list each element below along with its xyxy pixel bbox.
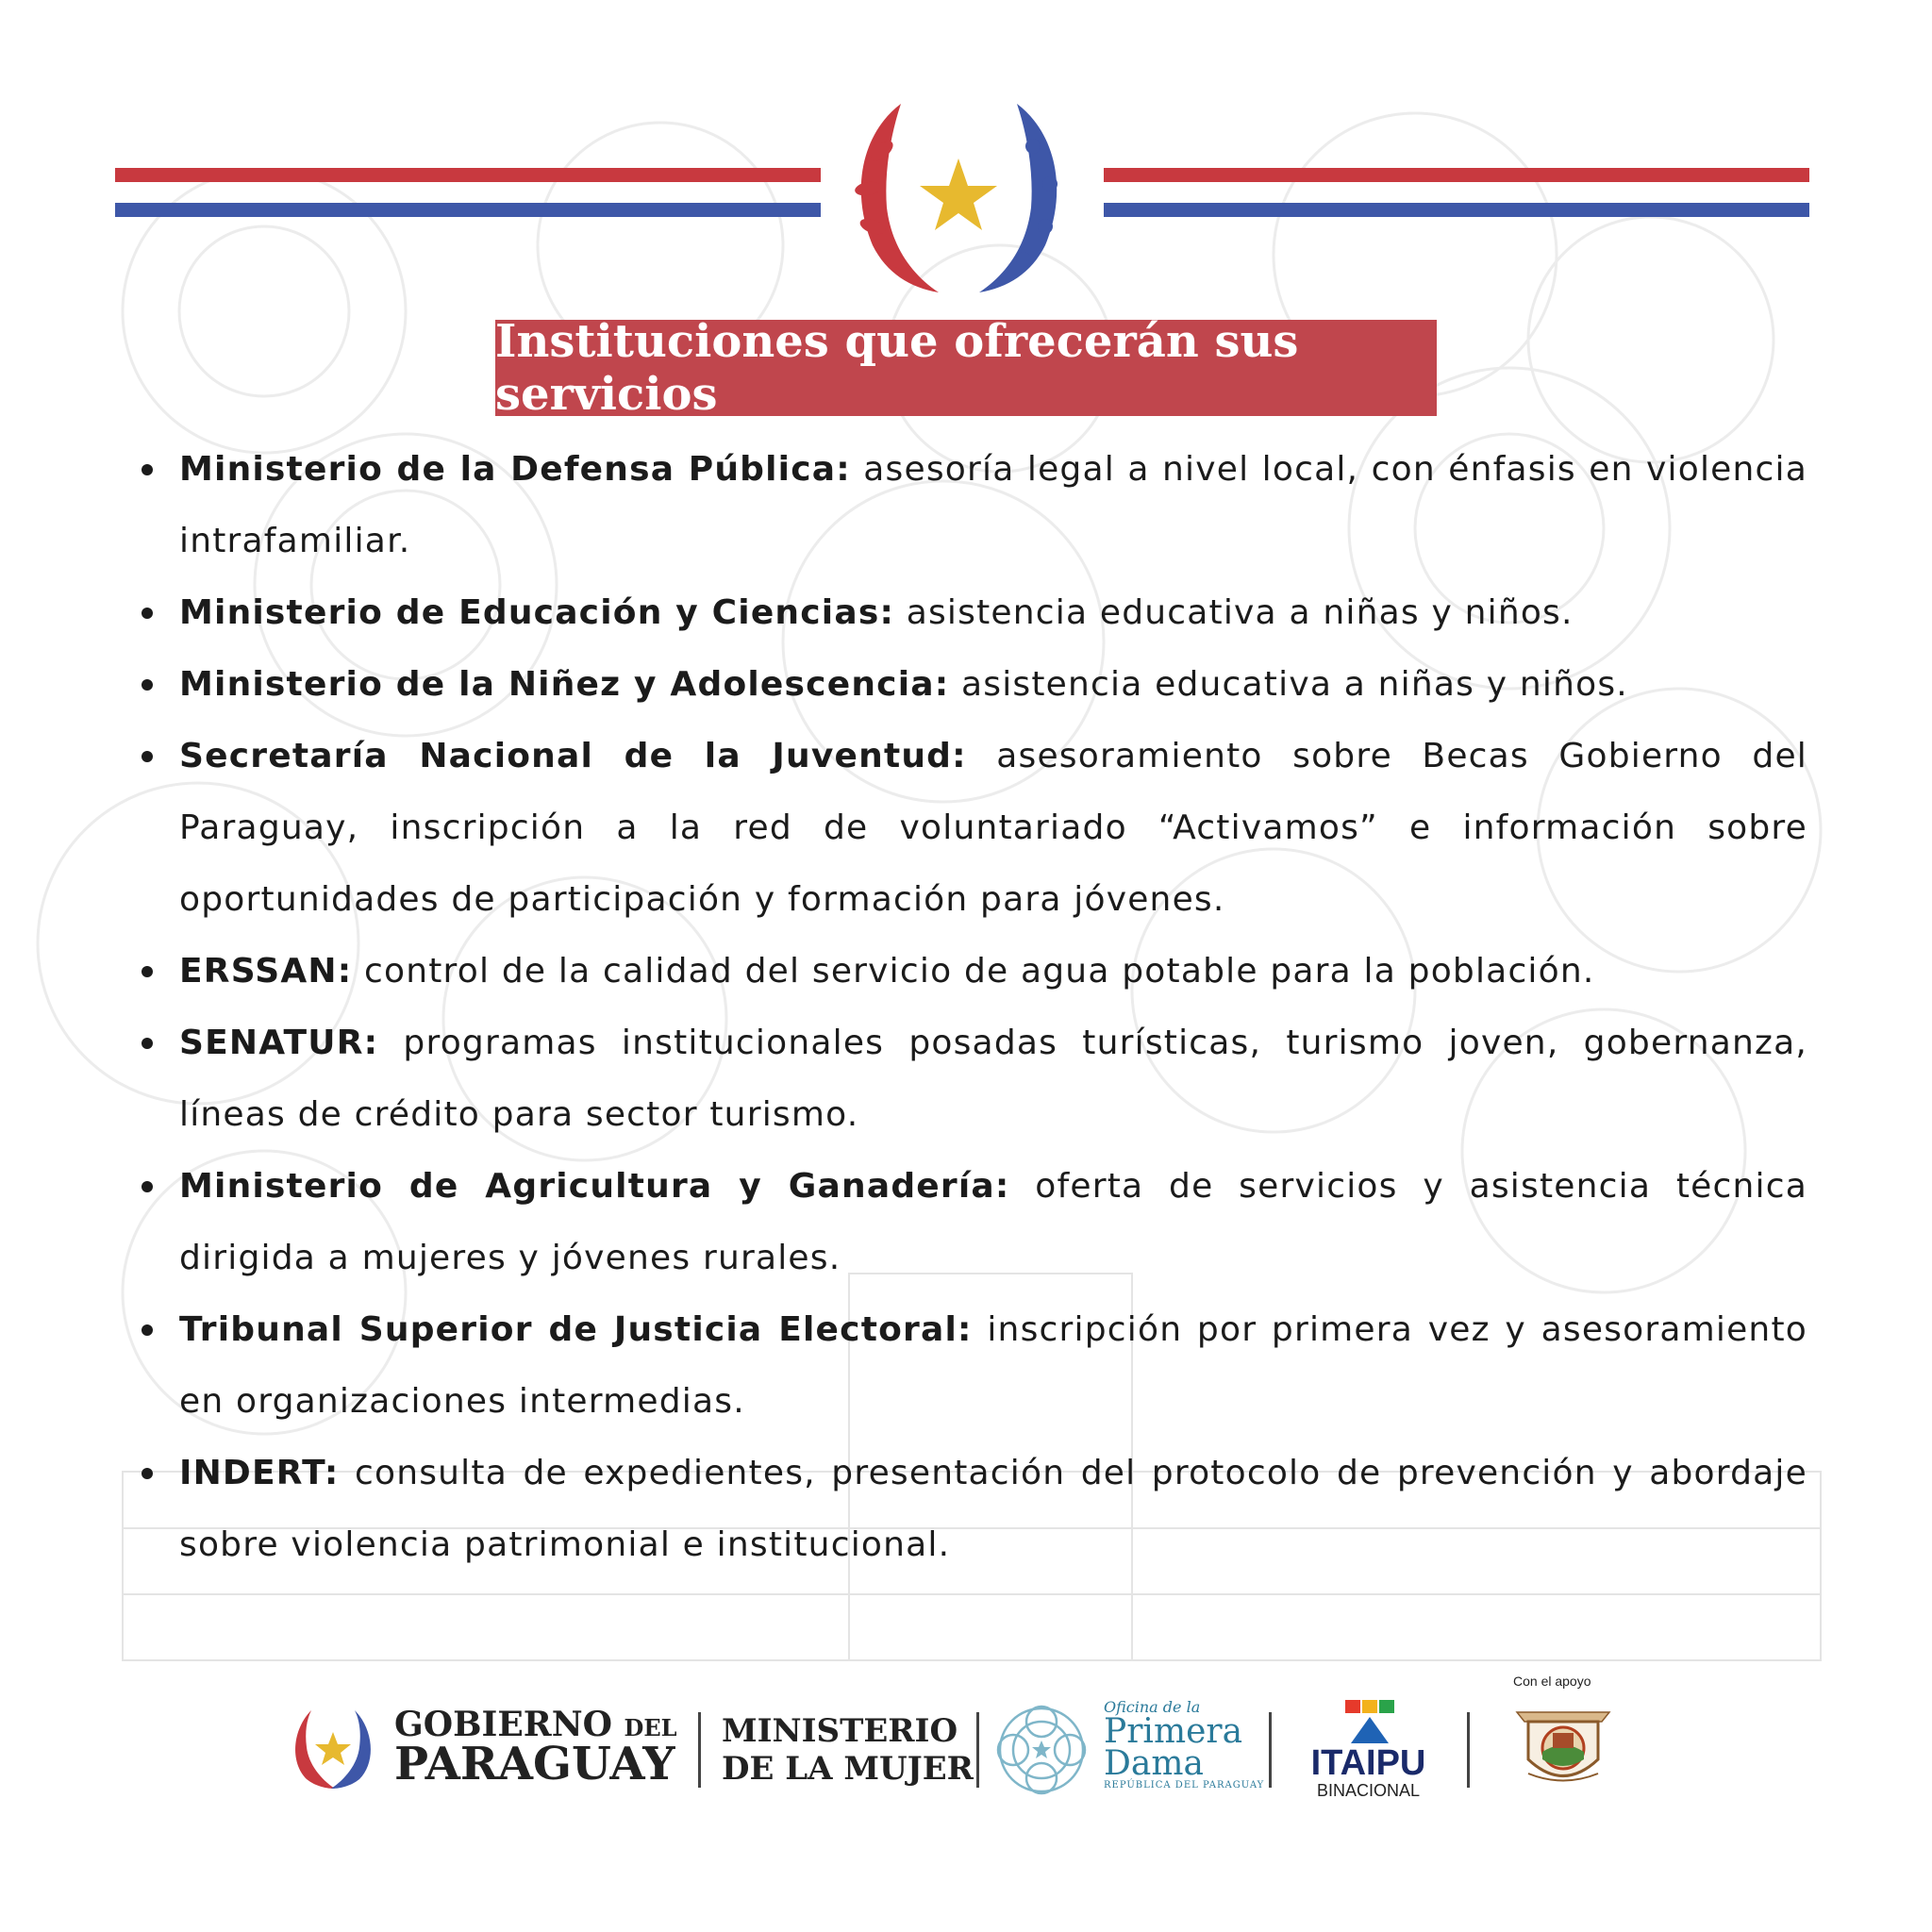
apoyo-label: Con el apoyo [1513, 1674, 1591, 1689]
service-description: control de la calidad del servicio de agua potable para la población. [352, 952, 1595, 991]
list-item [140, 1438, 1807, 1581]
logo-divider [1467, 1712, 1470, 1788]
service-description: asistencia educativa a niñas y niños. [949, 665, 1628, 704]
flag-stripe-blue-right [1104, 203, 1809, 217]
ministerio-mujer-logo [722, 1712, 974, 1788]
list-item [140, 936, 1807, 1008]
list-item [140, 577, 1807, 649]
section-title: Instituciones que ofrecerán sus servicios [495, 320, 1437, 416]
list-item [140, 1151, 1807, 1294]
logo-divider [976, 1712, 979, 1788]
logo-divider [698, 1712, 701, 1788]
flag-stripe-red-right [1104, 168, 1809, 182]
institution-name: Ministerio de la Defensa Pública: [179, 450, 851, 489]
mujer-line1: MINISTERIO [722, 1712, 958, 1750]
logo-divider [1269, 1712, 1272, 1788]
services-list [140, 434, 1807, 1581]
service-description: consulta de expedientes, presentación del protocolo de prevención y abordaje sobre violencia patrimonial e institucional. [179, 1454, 1807, 1564]
list-item [140, 721, 1807, 936]
gobierno-line1: GOBIERNO [394, 1705, 612, 1744]
primera-small: Oficina de la [1104, 1698, 1201, 1716]
national-emblem-icon [844, 94, 1074, 297]
list-item [140, 1008, 1807, 1151]
itaipu-name: ITAIPU [1310, 1743, 1426, 1783]
service-description: asesoría legal a nivel local, con énfasis en violencia intrafamiliar. [179, 450, 1807, 560]
service-description: asesoramiento sobre Becas Gobierno del Paraguay, inscripción a la red de voluntariado “Activamos” e información sobre oportunidades de participación y formación para jóvenes. [179, 737, 1808, 919]
gobierno-del: DEL [624, 1714, 677, 1741]
institution-name: ERSSAN: [179, 952, 353, 991]
institution-name: Ministerio de la Niñez y Adolescencia: [179, 665, 950, 704]
gobierno-emblem-icon [288, 1706, 378, 1790]
list-item [140, 649, 1807, 721]
flag-stripe-blue-left [115, 203, 821, 217]
list-item [140, 1294, 1807, 1438]
mujer-line2: DE LA MUJER [722, 1750, 974, 1788]
primera-line1: Primera [1104, 1712, 1243, 1751]
itaipu-sub: BINACIONAL [1316, 1781, 1421, 1800]
primera-dama-logo [1104, 1698, 1264, 1790]
institution-name: Ministerio de Educación y Ciencias: [179, 593, 895, 632]
list-item [140, 434, 1807, 577]
institution-name: INDERT: [179, 1454, 340, 1492]
itaipu-logo [1300, 1745, 1437, 1801]
service-description: oferta de servicios y asistencia técnica dirigida a mujeres y jóvenes rurales. [179, 1167, 1807, 1277]
primera-sub: REPÚBLICA DEL PARAGUAY [1104, 1780, 1265, 1790]
primera-dama-emblem-icon [992, 1703, 1091, 1797]
institution-name: Ministerio de Agricultura y Ganadería: [179, 1167, 1010, 1206]
service-description: inscripción por primera vez y asesoramiento en organizaciones intermedias. [179, 1310, 1807, 1421]
service-description: programas institucionales posadas turísticas, turismo joven, gobernanza, líneas de crédito para sector turismo. [179, 1024, 1807, 1134]
itaipu-icon [1341, 1700, 1398, 1743]
gobierno-logo-text [394, 1705, 677, 1790]
flag-stripe-red-left [115, 168, 821, 182]
primera-line2: Dama [1104, 1744, 1204, 1783]
service-description: asistencia educativa a niñas y niños. [894, 593, 1574, 632]
institution-name: Secretaría Nacional de la Juventud: [179, 737, 967, 775]
gobierno-line2: PARAGUAY [394, 1738, 675, 1790]
institution-name: Tribunal Superior de Justicia Electoral: [179, 1310, 973, 1349]
itapua-seal-icon [1507, 1693, 1619, 1797]
institution-name: SENATUR: [179, 1024, 379, 1062]
